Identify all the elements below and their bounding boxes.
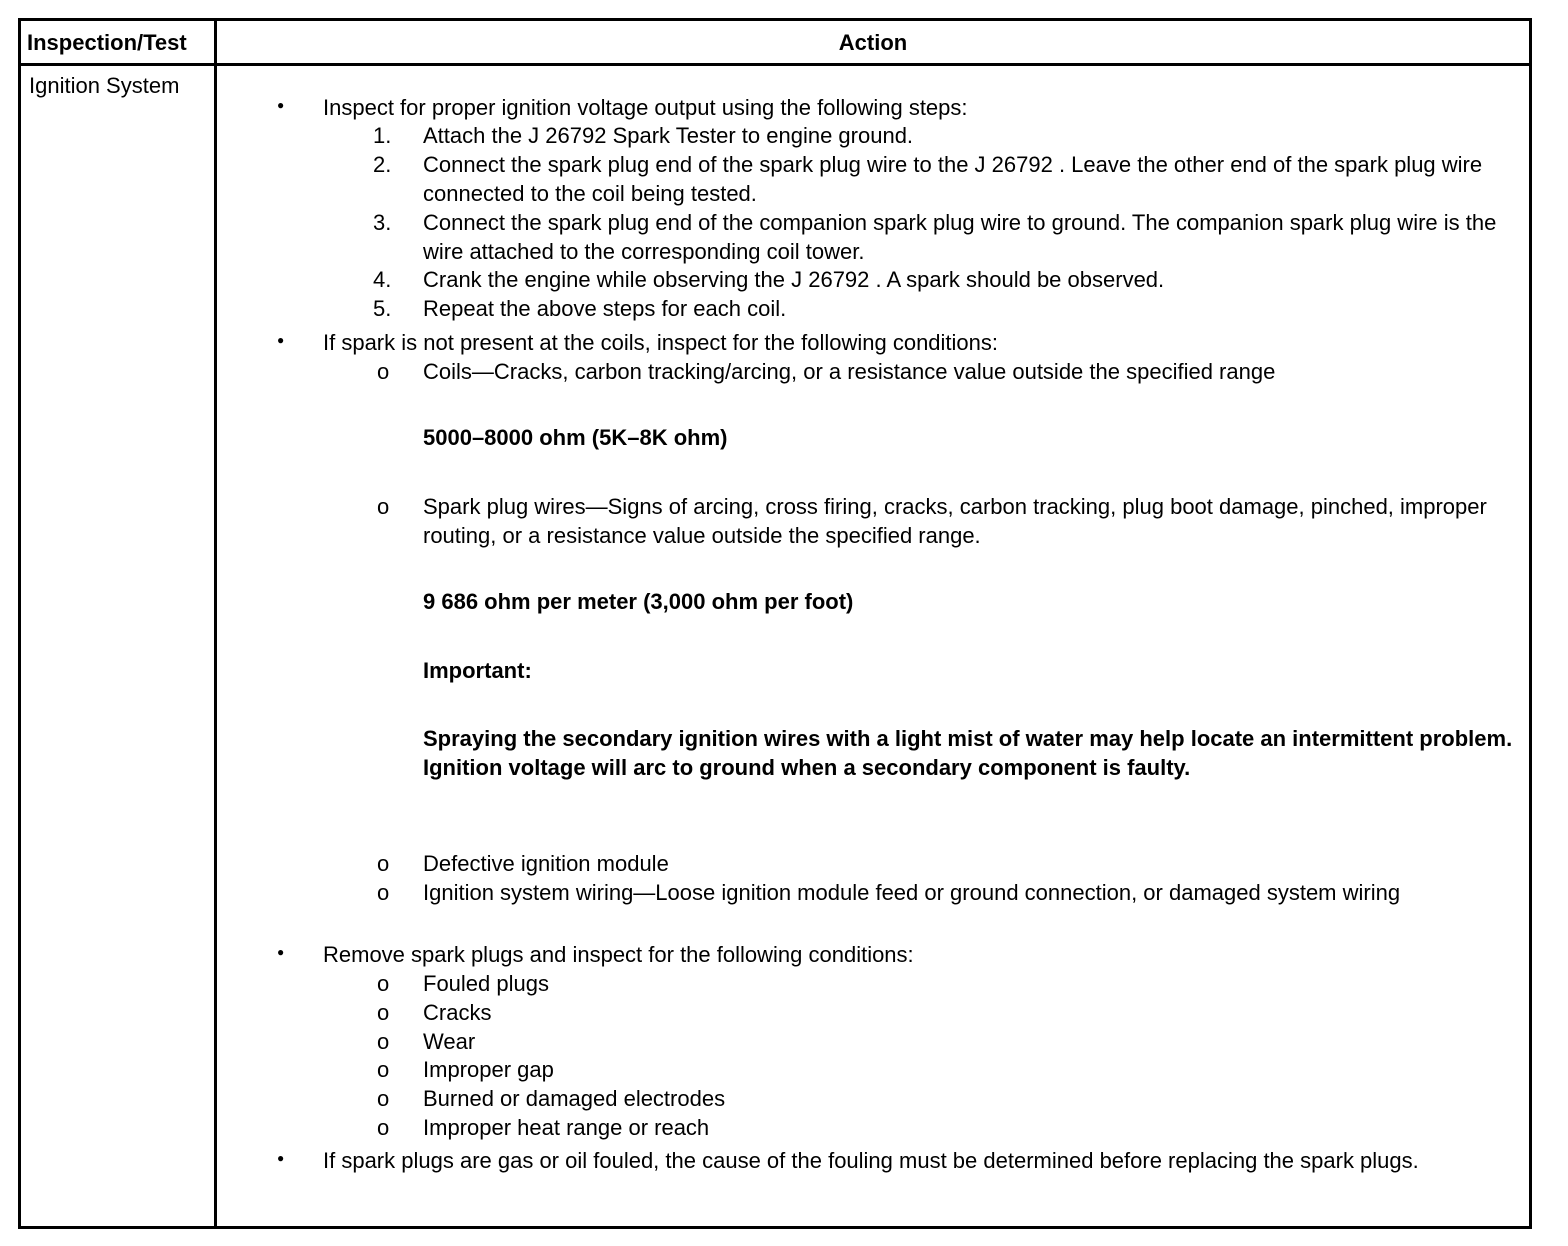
category-cell: Ignition System [29,73,180,98]
header-action: Action [838,30,908,55]
step-number: 1. [373,123,392,148]
plug-condition: Cracks [423,1000,492,1025]
sub-bullet-icon: o [377,1000,390,1025]
header-inspection-test: Inspection/Test [27,30,187,55]
plug-condition: Wear [423,1029,476,1054]
sub-bullet-icon: o [377,1086,390,1111]
sub-bullet-icon: o [377,971,390,996]
nospark-intro: If spark is not present at the coils, inspect for the following conditions: [323,330,999,355]
wires-condition: Spark plug wires—Signs of arcing, cross firing, cracks, carbon tracking, plug boot damage, pinched, improper routing, or a resistance value outside the specified range. [423,494,1487,548]
coils-spec: 5000–8000 ohm (5K–8K ohm) [423,425,728,450]
wiring-condition: Ignition system wiring—Loose ignition module feed or ground connection, or damaged system wiring [423,880,1401,905]
step-text: Crank the engine while observing the J 26792 . A spark should be observed. [423,267,1165,292]
important-note: Spraying the secondary ignition wires with a light mist of water may help locate an intermittent problem. Ignition voltage will arc to ground when a secondary component is faulty. [423,726,1513,780]
bullet-icon: ● [277,98,285,112]
sub-bullet-icon: o [377,1115,390,1140]
step-text: Connect the spark plug end of the spark plug wire to the J 26792 . Leave the other end of the spark plug wire connected to the coil being tested. [423,152,1483,206]
step-text: Attach the J 26792 Spark Tester to engine ground. [423,123,914,148]
step-text: Repeat the above steps for each coil. [423,296,787,321]
sub-bullet-icon: o [377,1029,390,1054]
step-number: 5. [373,296,392,321]
sub-bullet-icon: o [377,851,390,876]
sub-bullet-icon: o [377,1057,390,1082]
table-header [21,21,1529,66]
bullet-icon: ● [277,945,285,959]
step-number: 2. [373,152,392,177]
plug-condition: Fouled plugs [423,971,549,996]
step-number: 4. [373,267,392,292]
step-text: Connect the spark plug end of the companion spark plug wire to ground. The companion spark plug wire is the wire attached to the corresponding coil tower. [423,210,1497,264]
steps-intro: Inspect for proper ignition voltage output using the following steps: [323,95,968,120]
important-label: Important: [423,658,532,683]
action-cell [217,66,1529,1226]
plug-condition: Improper gap [423,1057,554,1082]
wires-spec: 9 686 ohm per meter (3,000 ohm per foot) [423,589,854,614]
module-condition: Defective ignition module [423,851,669,876]
sub-bullet-icon: o [377,359,390,384]
fouled-note: If spark plugs are gas or oil fouled, the cause of the fouling must be determined before replacing the spark plugs. [323,1148,1419,1173]
bullet-icon: ● [277,1151,285,1165]
step-number: 3. [373,210,392,235]
plugs-intro: Remove spark plugs and inspect for the following conditions: [323,942,914,967]
sub-bullet-icon: o [377,494,390,519]
plug-condition: Improper heat range or reach [423,1115,710,1140]
inspection-table [18,18,1532,1229]
plug-condition: Burned or damaged electrodes [423,1086,726,1111]
sub-bullet-icon: o [377,880,390,905]
coils-condition: Coils—Cracks, carbon tracking/arcing, or a resistance value outside the specified range [423,359,1276,384]
bullet-icon: ● [277,333,285,347]
